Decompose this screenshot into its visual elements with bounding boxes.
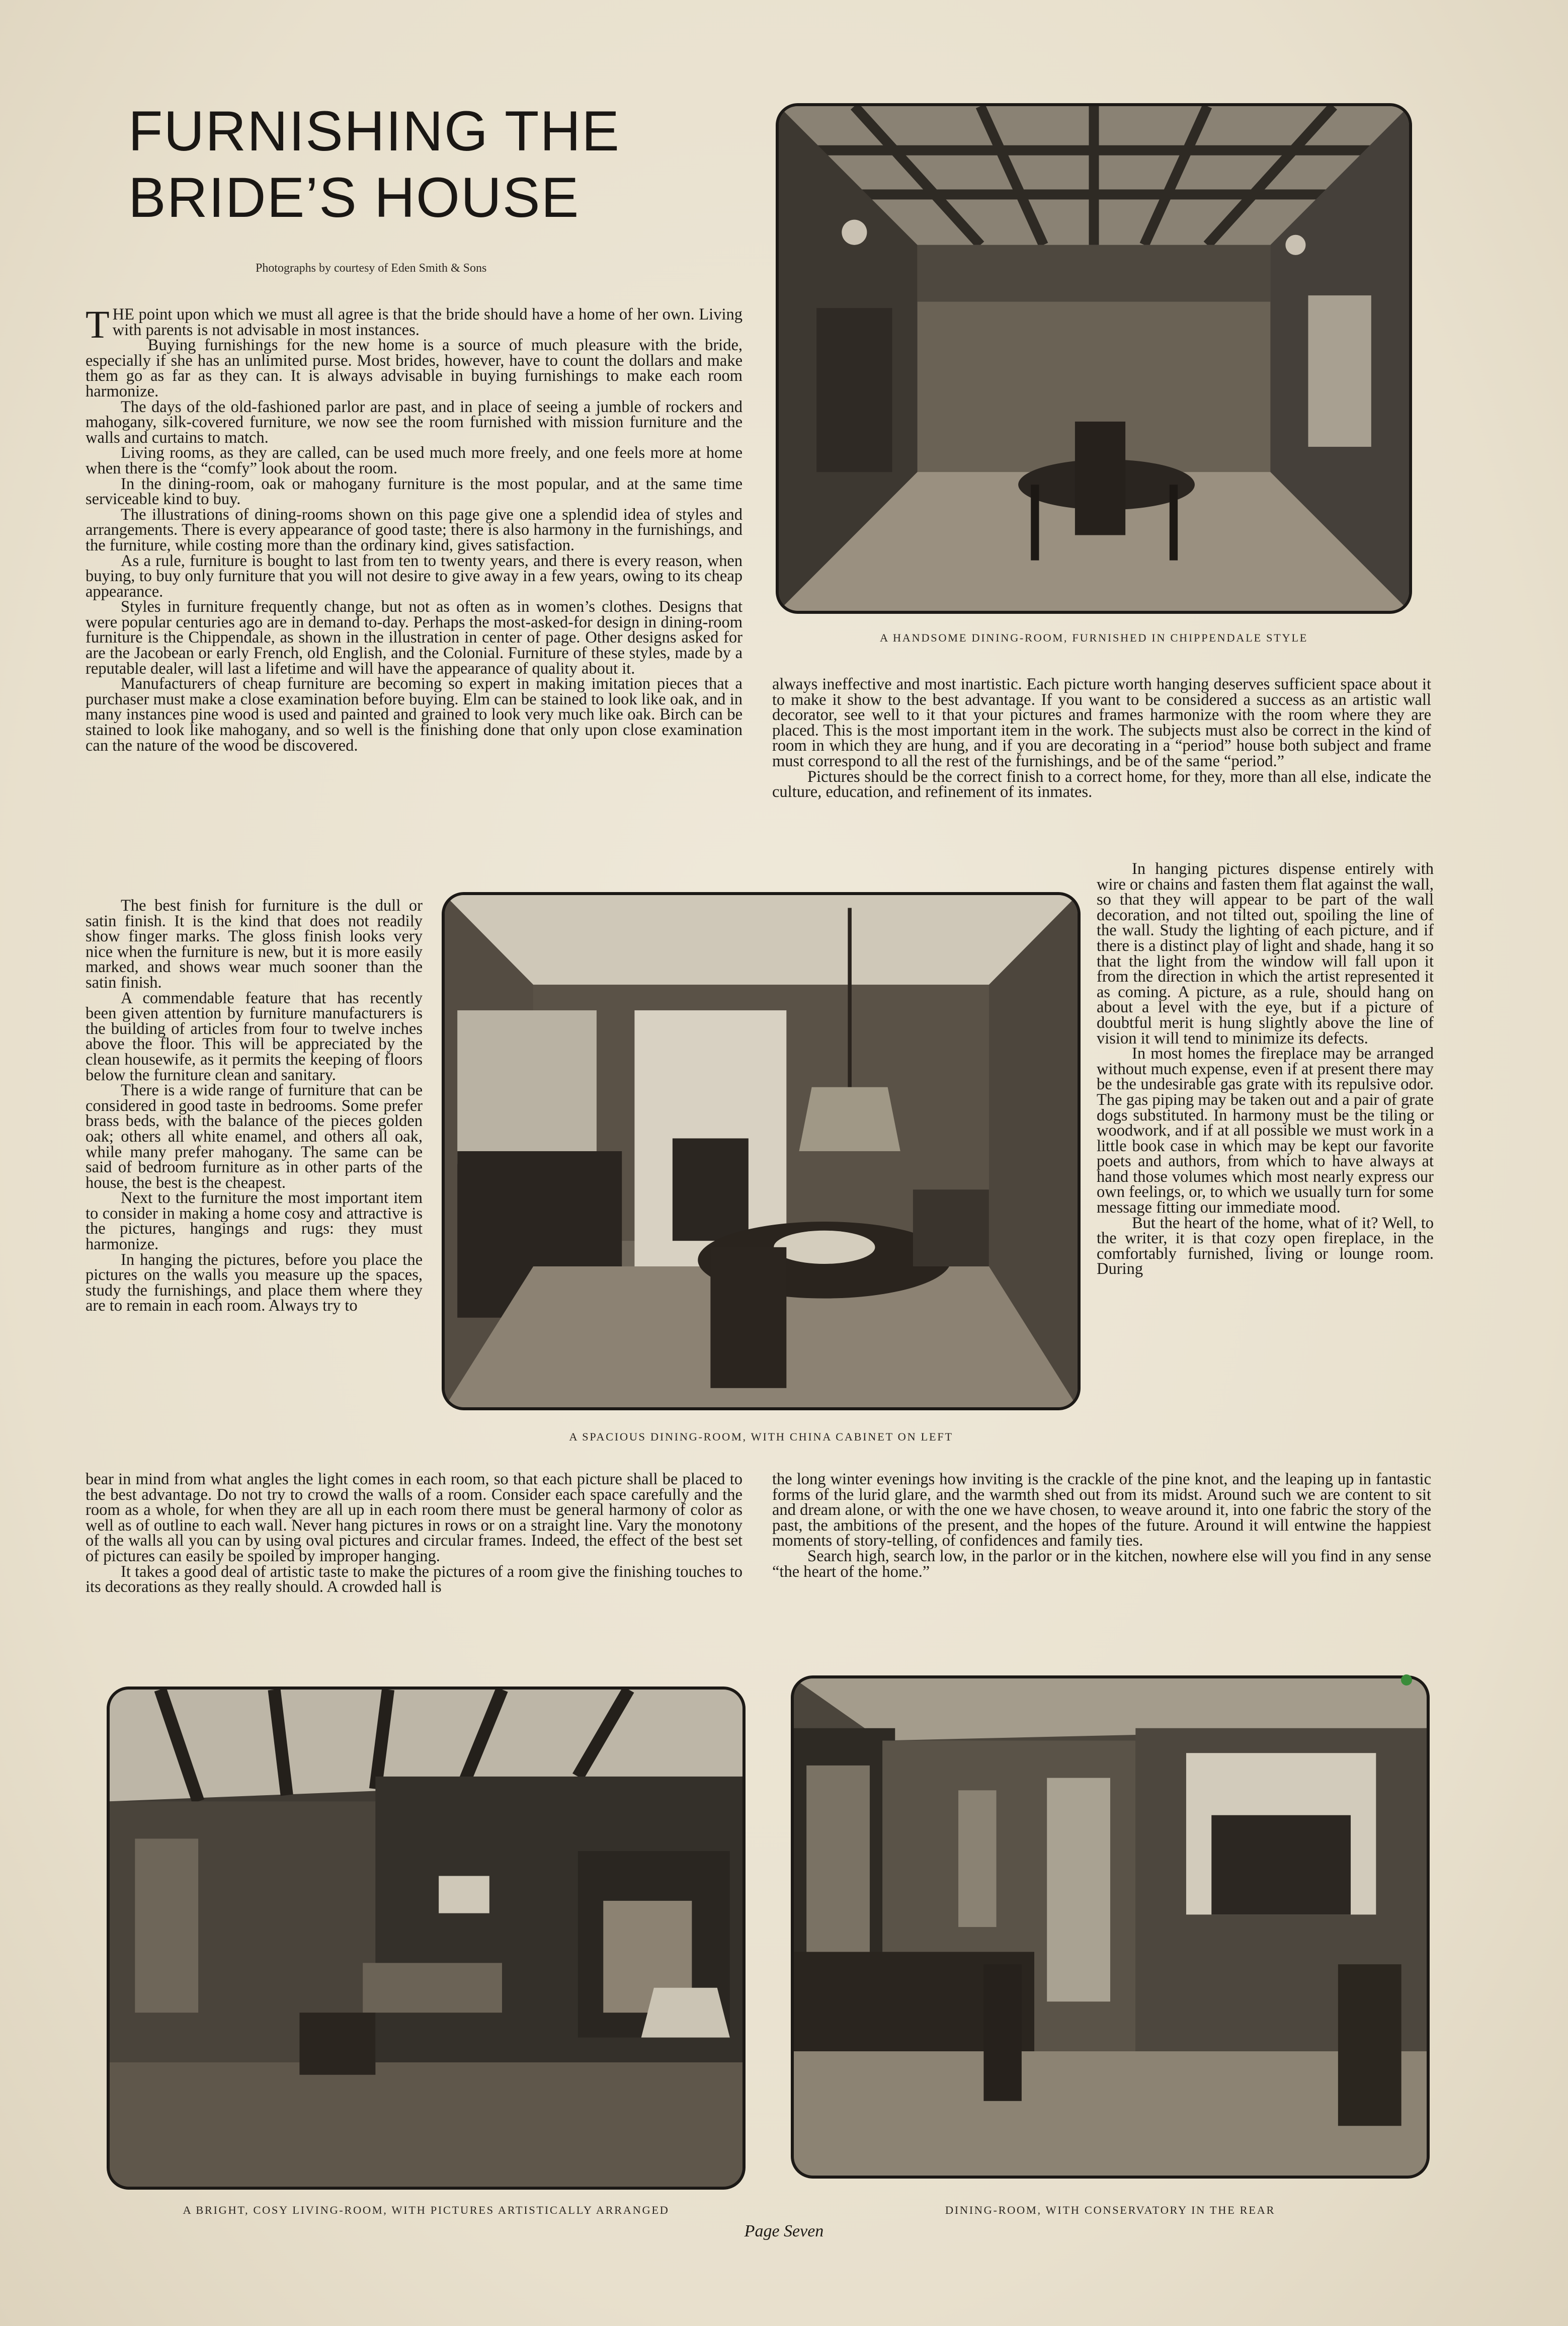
photo-conservatory-dining-room [791, 1675, 1430, 2179]
paragraph: As a rule, furniture is bought to last from ten to twenty years, and there is every reason, when buying, to buy only furniture that you will not desire to give away in a few years, owing to its cheap appearance. [86, 551, 742, 601]
green-marker-dot [1401, 1674, 1412, 1686]
paragraph: In hanging pictures dispense entirely with wire or chains and fasten them flat against the wall, so that they will appear to be part of the wall decoration, and not tilted out, spoiling the line of the wall. Study the lighting of each picture, and if there is a distinct play of light and shade, hang it so that the light from the window will fall upon it from the direction in which the artist represented it as coming. A picture, as a rule, should hang on about a level with the eye, but if a picture of doubtful merit is hung slightly above the line of vision it will tend to minimize its defects. [1097, 860, 1434, 1048]
paragraph: Buying furnishings for the new home is a source of much pleasure with the bride, especially if she has an unlimited purse. Most brides, however, have to count the dollars and make them go as far as they can. It is always advisable in buying furnishings to make each room harmonize. [86, 336, 742, 400]
paragraph: In most homes the fireplace may be arranged without much expense, even if at present there may be the undesirable gas grate with its repulsive odor. The gas piping may be taken out and a pair of grate dogs substituted. In harmony must be the tiling or woodwork, and if at all possible we must work in a little book case in which may be kept our favorite poets and authors, from which to have always at hand those volumes which most nearly express our own feelings, or, to which we usually turn for some message fitting our immediate mood. [1097, 1045, 1434, 1217]
paragraph: There is a wide range of furniture that can be considered in good taste in bedrooms. Some prefer brass beds, with the balance of the pieces golden oak; others all white enamel, and others all oak, while many prefer mahogany. The same can be said of bedroom furniture as in other parts of the house, the best is the cheapest. [86, 1081, 423, 1192]
photo-credit: Photographs by courtesy of Eden Smith & Sons [256, 262, 487, 275]
paragraph: But the heart of the home, what of it? Well, to the writer, it is that cozy open fireplace, in the comfortably furnished, living or lounge room. During [1097, 1214, 1434, 1278]
photo-caption: A BRIGHT, COSY LIVING-ROOM, WITH PICTURES ARTISTICALLY ARRANGED [183, 2204, 670, 2216]
paragraph: HE point upon which we must all agree is that the bride should have a home of her own. Living with parents is not advisable in most instances. [112, 305, 742, 339]
paragraph: Styles in furniture frequently change, but not as often as in women’s clothes. Designs that were popular centuries ago are in demand to-day. Perhaps the most-asked-for design in dining-room furniture is the Chippendale, as shown in the illustration in center of page. Other designs asked for are the Jacobean or early French, old English, and the Colonial. Furniture of these styles, made by a reputable dealer, will last a lifetime and will have the appearance of quality about it. [86, 598, 742, 678]
photo-caption: DINING-ROOM, WITH CONSERVATORY IN THE REAR [945, 2204, 1276, 2216]
article-title [128, 98, 712, 231]
photo-image [779, 106, 1409, 611]
paragraph: In the dining-room, oak or mahogany furniture is the most popular, and at the same time serviceable kind to buy. [86, 474, 742, 509]
photo-caption: A SPACIOUS DINING-ROOM, WITH CHINA CABINET ON LEFT [569, 1430, 953, 1443]
paragraph: It takes a good deal of artistic taste to make the pictures of a room give the finishing touches to its decorations as they really should. A crowded hall is [86, 1562, 742, 1596]
paragraph: the long winter evenings how inviting is the crackle of the pine knot, and the leaping up in fantastic forms of the lurid glare, and the warmth shed out from its midst. Around such we are content to sit and dream alone, or with the one we have chosen, to weave around it, into one fabric the story of the past, the ambitions of the present, and the hopes of the future. Around it will entwine the happiest moments of story-telling, of confidences and family ties. [772, 1470, 1431, 1550]
paragraph: always ineffective and most inartistic. Each picture worth hanging deserves sufficient space about it to make it show to the best advantage. If you want to be considered a success as an artistic wall decorator, see well to it that your pictures and frames harmonize with the room where they are placed. This is the most important item in the work. The subjects must also be correct in the kind of room in which they are hung, and if you are decorating in a “period” house both subject and frame must correspond to all the rest of the furnishings, and be of the same “period.” [772, 675, 1431, 770]
photo-image [110, 1690, 742, 2187]
paragraph: The days of the old-fashioned parlor are past, and in place of seeing a jumble of rockers and mahogany, silk-covered furniture, we now see the room furnished with mission furniture and the walls and curtains to match. [86, 397, 742, 447]
photo-image [794, 1678, 1427, 2176]
paragraph: Living rooms, as they are called, can be used much more freely, and one feels more at home when there is the “comfy” look about the room. [86, 444, 742, 477]
paragraph: A commendable feature that has recently been given attention by furniture manufacturers is the building of articles from four to twelve inches above the floor. This will be appreciated by the clean housewife, as it permits the keeping of floors below the furniture clean and sanitary. [86, 989, 423, 1084]
photo-chippendale-dining-room [776, 103, 1412, 614]
article-column-2 [772, 677, 1431, 800]
paragraph: Manufacturers of cheap furniture are becoming so expert in making imitation pieces that a purchaser must make a close examination before buying. Elm can be stained to look like oak, and in many instances pine wood is used and painted and grained to look very much like oak. Birch can be stained to look like mahogany, and so well is the finishing done that only upon close examination can the nature of the wood be discovered. [86, 675, 742, 755]
article-column-1 [86, 302, 742, 755]
article-column-1-narrow [86, 898, 423, 1314]
photo-image [445, 895, 1078, 1407]
photo-china-cabinet-dining-room [442, 892, 1081, 1410]
paragraph: bear in mind from what angles the light comes in each room, so that each picture shall be placed to the best advantage. Do not try to crowd the walls of a room. Consider each space carefully and the room as a whole, for when they are all up in each room there must be general harmony of color as well as of outline to each wall. Never hang pictures in rows or on a straight line. Vary the monotony of the walls all you can by using oval pictures and circular frames. Indeed, the effect of the best set of pictures can easily be spoiled by improper hanging. [86, 1470, 742, 1565]
drop-cap: T [86, 302, 110, 346]
article-column-2-narrow [1097, 861, 1434, 1277]
title-line-1: FURNISHING THE [128, 100, 620, 163]
paragraph: The best finish for furniture is the dull or satin finish. It is the kind that does not readily show finger marks. The gloss finish looks very nice when the furniture is new, but it is more easily marked, and shows wear much sooner than the satin finish. [86, 897, 423, 992]
paragraph: In hanging the pictures, before you place the pictures on the walls you measure up the spaces, study the furnishings, and place them where they are to remain in each room. Always try to [86, 1250, 423, 1315]
paragraph: The illustrations of dining-rooms shown on this page give one a splendid idea of styles and arrangements. There is every appearance of good taste; there is also harmony in the furnishings, and the furniture, while costing more than the ordinary kind, gives satisfaction. [86, 505, 742, 554]
paragraph: Next to the furniture the most important item to consider in making a home cosy and attractive is the pictures, hangings and rugs: they must harmonize. [86, 1189, 423, 1254]
paragraph: Search high, search low, in the parlor or in the kitchen, nowhere else will you find in any sense “the heart of the home.” [772, 1547, 1431, 1581]
photo-caption: A HANDSOME DINING-ROOM, FURNISHED IN CHIPPENDALE STYLE [879, 631, 1308, 644]
article-column-1-bottom [86, 1472, 742, 1595]
photo-cosy-living-room [107, 1687, 746, 2190]
paragraph: Pictures should be the correct finish to a correct home, for they, more than all else, indicate the culture, education, and refinement of its inmates. [772, 767, 1431, 801]
page-footer: Page Seven [744, 2222, 824, 2240]
title-line-2: BRIDE’S HOUSE [128, 166, 580, 229]
article-column-2-bottom [772, 1472, 1431, 1579]
